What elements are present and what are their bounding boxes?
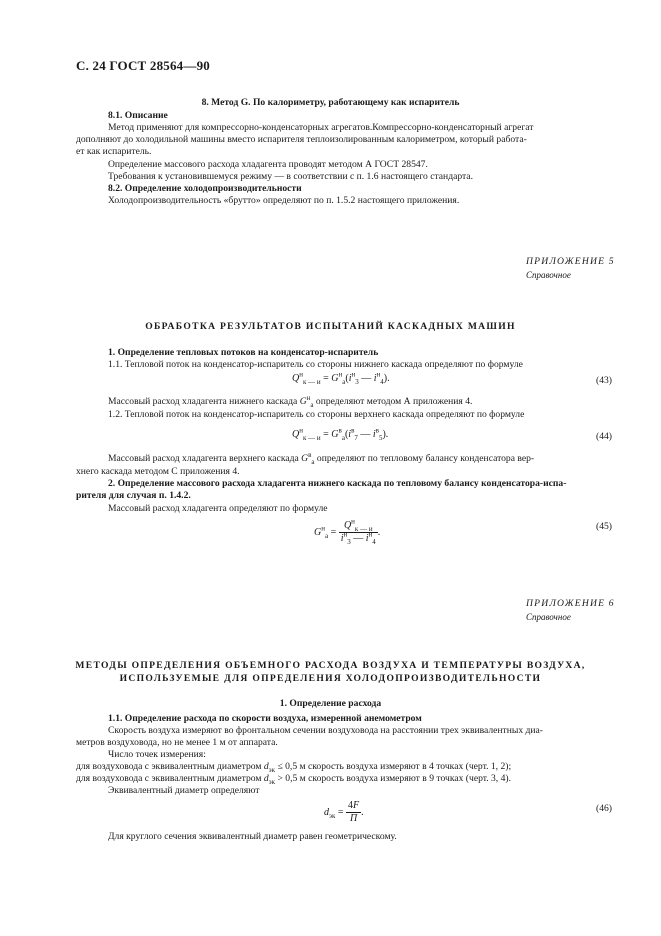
appendix-6-subtitle: Справочное <box>526 612 571 622</box>
method-g-title: 8. Метод G. По калориметру, работающему как испаритель <box>201 97 460 108</box>
list-item: для воздуховода с эквивалентным диаметром $d_{эк} > 0,5$ м скорость воздуха измеряют в 9 точках (черт. 3, 4). <box>76 773 511 786</box>
paragraph: Массовый расход хладагента верхнего каскада $G^в_а$ определяют по тепловому балансу конденсатора вер- <box>108 450 535 466</box>
paragraph-line: Скорость воздуха измеряют во фронтальном сечении воздуховода на расстоянии трех эквивалентных диа- <box>108 725 543 736</box>
formula-45: $G^н_а$ = $\frac{Q^н_{к — и}}{i^н_3 — i^н_4}$ . <box>314 517 381 546</box>
page-header: С. 24 ГОСТ 28564—90 <box>76 58 210 73</box>
list-item: для воздуховода с эквивалентным диаметром $d_{эк} \le 0,5$ м скорость воздуха измеряют в 4 точках (черт. 1, 2); <box>76 761 512 774</box>
appendix-6-label: ПРИЛОЖЕНИЕ 6 <box>526 598 615 609</box>
text-span: для воздуховода с эквивалентным диаметром <box>76 773 262 784</box>
paragraph-line: хнего каскада методом С приложения 4. <box>76 466 240 477</box>
text-span: для воздуховода с эквивалентным диаметром <box>76 761 262 772</box>
paragraph: Требования к установившемуся режиму — в соответствии с п. 1.6 настоящего стандарта. <box>108 171 473 182</box>
paragraph-line: метров воздуховода, но не менее 1 м от аппарата. <box>76 737 278 748</box>
paragraph: Число точек измерения: <box>108 749 206 760</box>
paragraph-line: Метод применяют для компрессорно-конденсаторных агрегатов.Компрессорно-конденсаторный агрегат <box>108 122 534 133</box>
appendix-6-title: ИСПОЛЬЗУЕМЫЕ ДЛЯ ОПРЕДЕЛЕНИЯ ХОЛОДОПРОИЗВОДИТЕЛЬНОСТИ <box>119 673 542 684</box>
text-span: Массовый расход хладагента верхнего каскада <box>108 453 299 464</box>
section-8-2-heading: 8.2. Определение холодопроизводительности <box>108 183 302 194</box>
section-2-heading: рителя для случая п. 1.4.2. <box>76 490 191 501</box>
formula-46: $d_{эк}$ = $\frac{4F}{П}$ . <box>324 800 364 824</box>
formula-43: $Q^н_{к — и} = G^н_а(i^н_3$ — $i^н_4$). <box>292 370 390 386</box>
section-2-heading: 2. Определение массового расхода хладагента нижнего каскада по тепловому балансу конденсатора-испа- <box>108 478 567 489</box>
formula-44: $Q^н_{к — и} = G^в_а(i^в_7$ — $i^в_5$). <box>292 426 389 442</box>
fraction: $\frac{Q^н_{к — и}}{i^н_3 — i^н_4}$ <box>340 517 376 546</box>
paragraph: Эквивалентный диаметр определяют <box>108 785 260 796</box>
text-span: ≤ 0,5 м скорость воздуха измеряют в 4 точках (черт. 1, 2); <box>277 761 512 772</box>
text-span: Массовый расход хладагента нижнего каскада <box>108 396 298 407</box>
equation-number: (43) <box>596 375 612 386</box>
text-span: > 0,5 м скорость воздуха измеряют в 9 точках (черт. 3, 4). <box>277 773 511 784</box>
appendix-6-title: МЕТОДЫ ОПРЕДЕЛЕНИЯ ОБЪЕМНОГО РАСХОДА ВОЗДУХА И ТЕМПЕРАТУРЫ ВОЗДУХА, <box>75 660 586 671</box>
equation-number: (44) <box>596 431 612 442</box>
paragraph: Массовый расход хладагента определяют по формуле <box>108 503 328 514</box>
appendix-5-subtitle: Справочное <box>526 270 571 280</box>
section-1-1-heading: 1.1. Определение расхода по скорости воздуха, измеренной анемометром <box>108 713 422 724</box>
section-1-heading: 1. Определение тепловых потоков на конденсатор-испаритель <box>108 347 379 358</box>
section-8-1-heading: 8.1. Описание <box>108 110 168 121</box>
paragraph: 1.2. Тепловой поток на конденсатор-испаритель со стороны верхнего каскада определяют по формуле <box>108 409 525 420</box>
appendix-5-title: ОБРАБОТКА РЕЗУЛЬТАТОВ ИСПЫТАНИЙ КАСКАДНЫХ МАШИН <box>145 321 516 332</box>
text-span: определяют методом А приложения 4. <box>315 396 473 407</box>
equation-number: (45) <box>596 521 612 532</box>
text-span: определяют по тепловому балансу конденсатора вер- <box>316 453 535 464</box>
paragraph-line: дополняют до холодильной машины вместо испарителя теплоизолированным калориметром, который работа- <box>76 134 527 145</box>
appendix-5-label: ПРИЛОЖЕНИЕ 5 <box>526 256 615 267</box>
paragraph: Массовый расход хладагента нижнего каскада $G^н_а$ определяют методом А приложения 4. <box>108 393 473 409</box>
fraction: $\frac{4F}{П}$ <box>348 800 360 824</box>
equation-number: (46) <box>596 803 612 814</box>
paragraph: Холодопроизводительность «брутто» определяют по п. 1.5.2 настоящего приложения. <box>108 195 460 206</box>
paragraph: Определение массового расхода хладагента проводят методом А ГОСТ 28547. <box>108 159 428 170</box>
paragraph: Для круглого сечения эквивалентный диаметр равен геометрическому. <box>108 831 397 842</box>
paragraph: 1.1. Тепловой поток на конденсатор-испаритель со стороны нижнего каскада определяют по формуле <box>108 359 523 370</box>
paragraph-line: ет как испаритель. <box>76 146 152 157</box>
section-1-heading: 1. Определение расхода <box>279 698 382 709</box>
